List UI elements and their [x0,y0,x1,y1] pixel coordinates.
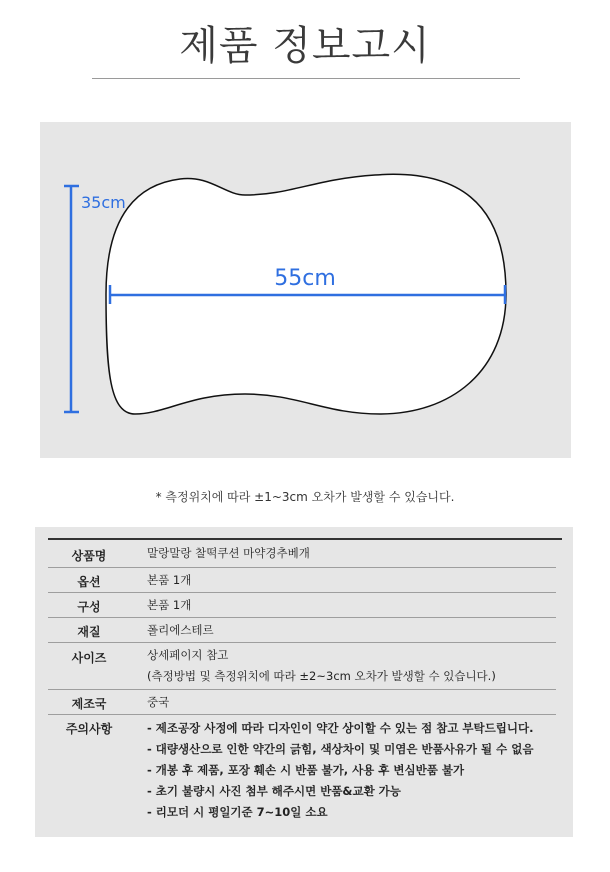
value-line: 말랑말랑 찰떡쿠션 마약경추베개 [147,546,310,560]
value-line: - 리모더 시 평일기준 7~10일 소요 [147,805,328,819]
row-label: 재질 [77,625,101,639]
spec-row-size [48,643,556,690]
value-line: 본품 1개 [147,573,192,587]
row-value [147,543,310,564]
value-line: 중국 [147,695,170,709]
value-line: 본품 1개 [147,598,192,612]
pillow-diagram-svg [40,122,571,458]
row-value [147,718,533,823]
row-label: 상품명 [71,549,107,563]
measurement-note: * 측정위치에 따라 ±1~3cm 오차가 발생할 수 있습니다. [155,490,455,504]
value-line: - 대량생산으로 인한 약간의 긁힘, 색상차이 및 미염은 반품사유가 될 수 없음 [147,742,534,756]
row-label: 옵션 [77,575,101,589]
row-value [147,595,191,616]
value-line: (측정방법 및 측정위치에 따라 ±2~3cm 오차가 발생할 수 있습니다.) [147,669,496,683]
row-label: 사이즈 [71,651,107,665]
value-line: - 초기 불량시 사진 첨부 해주시면 반품&교환 가능 [147,784,401,798]
spec-row-origin [48,690,556,715]
spec-row-composition [48,593,556,618]
spec-row-material [48,618,556,643]
row-value [147,620,214,641]
value-line: 폴리에스테르 [147,623,214,637]
row-value [147,692,169,713]
row-label: 구성 [77,600,101,614]
value-line: - 개봉 후 제품, 포장 훼손 시 반품 불가, 사용 후 변심반품 불가 [147,763,465,777]
spec-row-option [48,568,556,593]
spec-row-product-name [48,540,556,568]
value-line: 상세페이지 참고 [147,648,229,662]
spec-row-caution [48,715,556,827]
title-divider [92,78,520,79]
row-label: 제조국 [71,697,107,711]
width-label: 55cm [274,266,336,291]
row-value [147,645,496,687]
row-label: 주의사항 [65,722,113,736]
value-line: - 제조공장 사정에 따라 디자인이 약간 상이할 수 있는 점 참고 부탁드립니다. [147,721,534,735]
row-value [147,570,191,591]
size-diagram [40,122,571,458]
page-title: 제품 정보고시 [179,23,431,69]
height-label: 35cm [81,193,126,212]
